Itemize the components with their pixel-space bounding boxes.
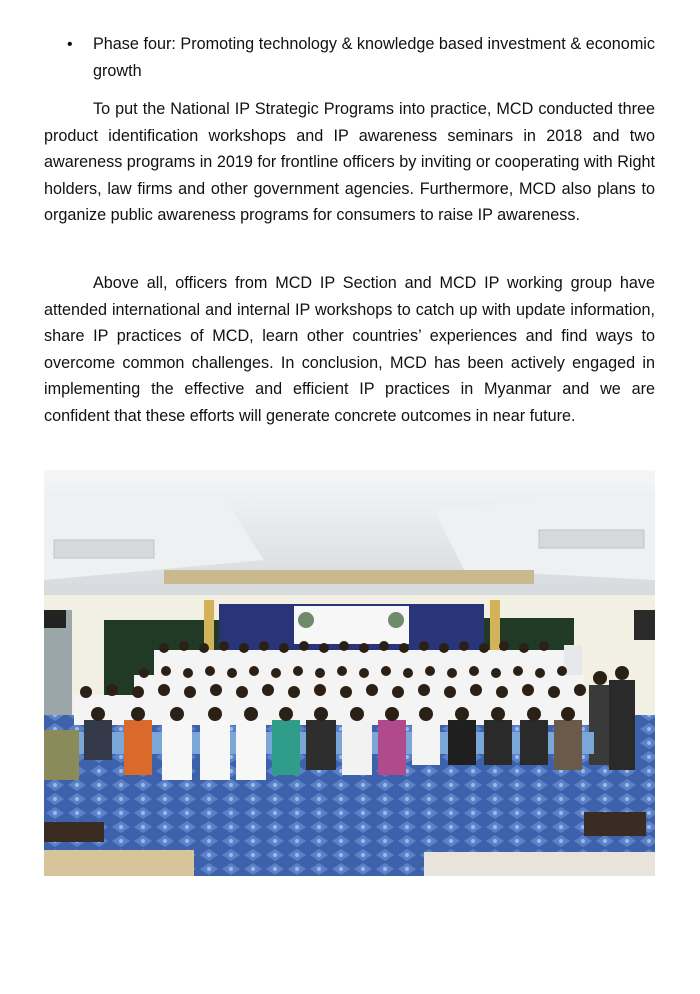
group-photo-icon	[44, 470, 655, 876]
group-photo	[44, 470, 655, 876]
paragraph-conclusion: Above all, officers from MCD IP Section and MCD IP working group have attended international and internal IP workshops to catch up with update information, share IP practices of MCD, learn other countries’ experiences and find ways to overcome common challenges. In conclusion, MCD has been actively engaged in implementing the effective and efficient IP practices in Myanmar and we are confident that these efforts will generate concrete outcomes in near future.	[44, 274, 655, 425]
bullet-item-phase-four: Phase four: Promoting technology & knowledge based investment & economic growth	[93, 35, 655, 80]
paragraph-strategic-programs: To put the National IP Strategic Programs into practice, MCD conducted three product identification workshops and IP awareness seminars in 2018 and two awareness programs in 2019 for frontline officers by inviting or cooperating with Right holders, law firms and other government agencies. Furthermore, MCD also plans to organize public awareness programs for consumers to raise IP awareness.	[44, 100, 655, 225]
bullet-marker: •	[67, 36, 73, 53]
